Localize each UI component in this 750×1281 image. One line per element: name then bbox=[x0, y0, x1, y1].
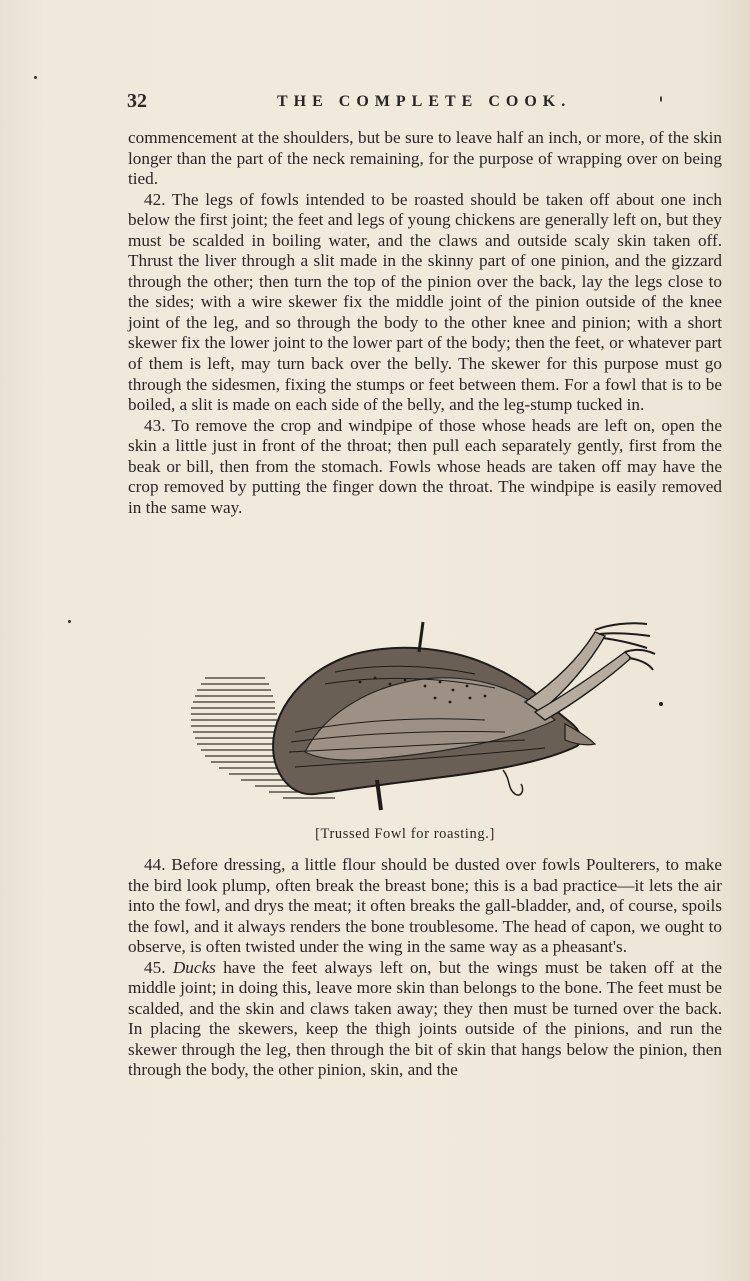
paper-speck bbox=[68, 620, 71, 623]
paragraph-44: 44. Before dressing, a little flour should be dusted over fowls Poulterers, to make the bird look plump, often break the breast bone; this is a bad practice—it lets the air into the fowl, and drys the meat; it often breaks the gall-bladder, and, of course, spoils the fowl, and it always renders the bone troublesome. The head of capon, we ought to observe, is often twisted under the wing in the same way as a pheasant's. bbox=[128, 855, 722, 957]
paper-speck bbox=[660, 96, 662, 102]
paragraph-continued: commencement at the shoulders, but be sure to leave half an inch, or more, of the skin longer than the part of the neck remaining, for the purpose of wrapping over on being tied. bbox=[128, 128, 722, 189]
upper-text bbox=[128, 128, 722, 518]
paragraph-45-text: have the feet always left on, but the wings must be taken off at the middle joint; in doing this, leave more skin than belongs to the bone. The feet must be scalded, and the skin and claws taken away; they then must be turned over the back. In placing the skewers, keep the thigh joints outside of the pinions, and run the skewer through the leg, then through the bit of skin that hangs below the pinion, then through the body, the other pinion, skin, and the bbox=[128, 957, 722, 1080]
paragraph-45 bbox=[128, 958, 722, 1081]
paragraph-45-italic: Ducks bbox=[172, 957, 216, 977]
lower-text bbox=[128, 855, 722, 1081]
trussed-fowl-illustration bbox=[185, 612, 665, 812]
paragraph-45-number: 45. bbox=[144, 957, 166, 977]
trussed-fowl-icon bbox=[185, 612, 665, 812]
running-head: THE COMPLETE COOK. bbox=[277, 93, 572, 110]
page-header bbox=[127, 90, 722, 118]
figure-caption bbox=[0, 826, 750, 843]
paragraph-43: 43. To remove the crop and windpipe of those whose heads are left on, open the skin a little just in front of the throat; then pull each separately gently, first from the beak or bill, then from the stomach. Fowls whose heads are taken off may have the crop removed by putting the finger down the throat. The windpipe is easily removed in the same way. bbox=[128, 415, 722, 517]
paper-speck bbox=[34, 76, 37, 79]
page-number: 32 bbox=[127, 90, 147, 112]
figure-caption-text: [Trussed Fowl for roasting.] bbox=[315, 826, 495, 842]
paragraph-42: 42. The legs of fowls intended to be roasted should be taken off about one inch below the first joint; the feet and legs of young chickens are generally left on, but they must be scalded in boiling water, and the claws and outside scaly skin taken off. Thrust the liver through a slit made in the skinny part of one pinion, and the gizzard through the other; then turn the top of the pinion over the back, lay the legs close to the sides; with a wire skewer fix the middle joint of the pinion outside of the knee joint of the leg, and so through the body to the other knee and pinion; with a short skewer fix the lower joint to the lower part of the body; then the feet, or whatever part of them is left, may turn back over the belly. The skewer for this purpose must go through the sidesmen, fixing the stumps or feet between them. For a fowl that is to be boiled, a slit is made on each side of the belly, and the leg-stump tucked in. bbox=[128, 189, 722, 415]
